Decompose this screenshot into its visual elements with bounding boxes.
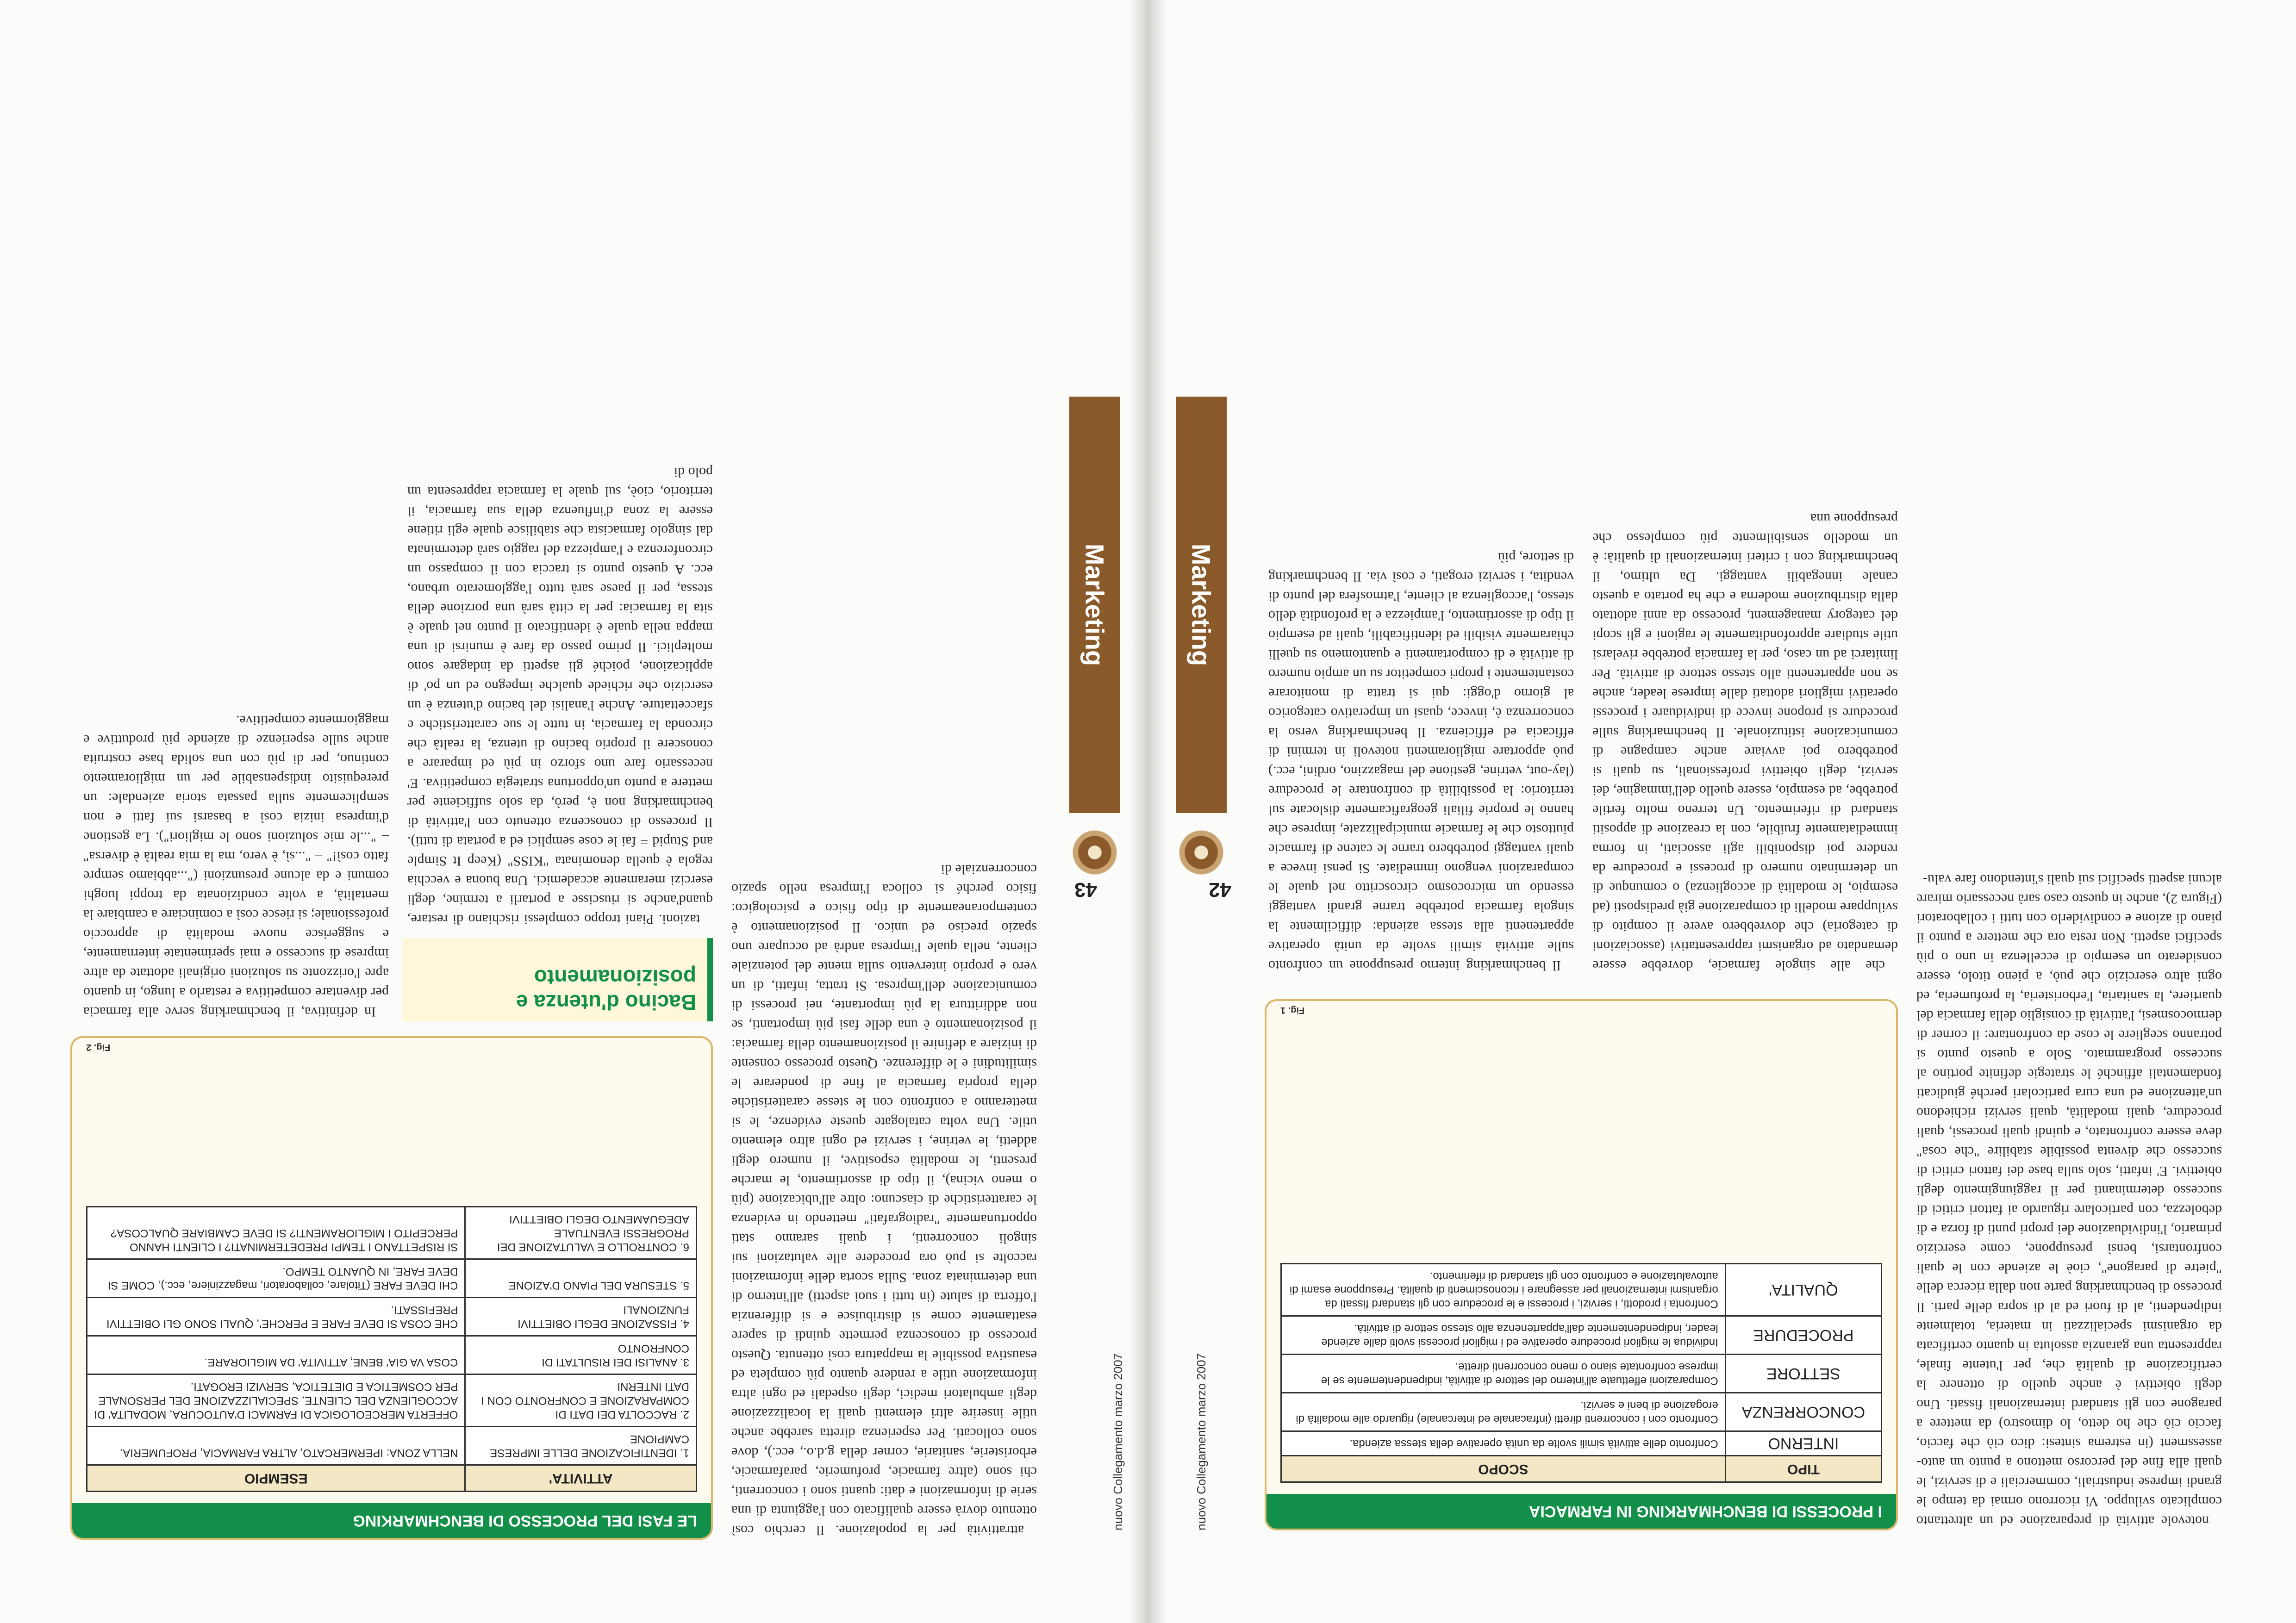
table-header: SCOPO (1281, 1456, 1726, 1482)
table-row (87, 1374, 697, 1427)
table-cell: OFFERTA MERCEOLOGICA DI FARMACI D'AUTOCURA, MODALITA' DI ACCOGLIENZA DEL CLIENTE, SPECIALIZZAZIONE DEL PERSONALE PER COSMETICA E DIETETICA, SERVIZI EROGATI. (87, 1374, 465, 1427)
page-number: 42 (1209, 878, 1231, 901)
section-label: Marketing (1186, 543, 1216, 666)
text-column-b (407, 59, 713, 929)
table-row (1281, 1316, 1882, 1355)
running-head: nuovo Collegamento marzo 2007 (1194, 1353, 1208, 1530)
table-row (87, 1427, 697, 1465)
body-text: che alle singole farmacie, dovrebbe essere demandato ad organismi rappresentativi (associazioni di categoria) che dovrebbero avere il compito di sviluppare modelli di comparazione già predisposti (ad esempio, le modalità di accoglienza) o comunque di un determinato numero di processi e procedure da rendere poi disponibili agli associati, in forma immediatamente fruibile, con la creazione di appositi standard di riferimento. Un terreno molto fertile potrebbe, ad esempio, essere quello dell'immagine, dei servizi, degli obiettivi professionali, su quali si potrebbero poi avviare anche campagne di comunicazione istituzionale. Il benchmarking sulle procedure si propone invece di individuare i processi operativi migliori adottati dalle imprese leader, anche se non appartenenti allo stesso settore di attività. Per limitarci ad un caso, per la farmacia potrebbe rivelarsi utile studiare approfonditamente le ragioni e gli scopi del category management, processo da anni adottato dalla distribuzione moderna e che ha portato a questo canale innegabili vantaggi. Da ultimo, il benchmarking con i criteri internazionali di qualità: è un modello sensibilmente più complesso che presuppone una (1592, 511, 1898, 973)
table-header: ATTIVITA' (465, 1465, 697, 1492)
table-cell: Comparazioni effettuate all'interno del settore di attività, indipendentemente se le imprese confrontate siano o meno concorrenti dirette. (1281, 1355, 1726, 1393)
table-cell: Confronto con i concorrenti diretti (infracanale ed intercanale) riguardo alle modalità di erogazione di beni e servizi. (1281, 1393, 1726, 1431)
gear-icon (1069, 827, 1120, 878)
table-cell: 3. ANALISI DEI RISULTATI DI CONFRONTO (465, 1336, 697, 1374)
figure-table (1280, 1263, 1882, 1483)
table-cell: CHE COSA SI DEVE FARE E PERCHE', QUALI SONO GLI OBIETTIVI PREFISSATI. (87, 1298, 465, 1336)
table-cell: SI RISPETTANO I TEMPI PREDETERMINATI? I CLIENTI HANNO PERCEPITO I MIGLIORAMENTI? SI DEVE CAMBIARE QUALCOSA? (87, 1207, 465, 1259)
text-column-c (83, 96, 389, 1021)
table-row (1281, 1431, 1882, 1456)
running-head: nuovo Collegamento marzo 2007 (1111, 1353, 1125, 1530)
table-row (87, 1298, 697, 1336)
section-tab-marketing (1176, 397, 1227, 813)
table-cell: INTERNO (1725, 1431, 1881, 1456)
figure-label: Fig. 2 (86, 1042, 111, 1052)
section-label: Marketing (1080, 543, 1110, 666)
text-column-a (731, 59, 1037, 1540)
body-text: Il benchmarking interno presuppone un confronto sulle attività simili svolte da unità operative appartenenti alla stessa azienda: difficilmente la singola farmacia potrebbe trarne grandi vantaggi essendo un microcosmo circoscritto nel quale le comparazioni vengono immediate. Si pensi invece a quali vantaggi potrebbero trarne le catene di farmacie piuttosto che le farmacie municipalizzate, imprese che hanno le proprie filiali geograficamente dislocate sul territorio: la possibilità di confrontare le procedure (lay-out, vetrine, gestione del magazzino, ordini, ecc.) può apportare miglioramenti notevoli in termini di efficacia ed efficienza. Il benchmarking verso la concorrenza è, invece, quasi un imperativo categorico al giorno d'oggi: qui si tratta di monitorare costantemente i propri competitor su un ampio numero di attività e di comportamenti e quantomeno su quelli chiaramente visibili ed identificabili, quali ad esempio il tipo di assortimento, l'ampiezza e la profondità dello stesso, l'accoglienza al cliente, l'atmosfera del punto di vendita, i servizi erogati, e così via. Il benchmarking di settore, più (1268, 550, 1574, 973)
page-gutter (1129, 0, 1167, 1623)
section-tab-marketing (1069, 397, 1120, 813)
table-cell: PROCEDURE (1725, 1316, 1881, 1355)
page-number: 43 (1074, 878, 1097, 901)
body-text: attrattività per la popolazione. Il cerchio così ottenuto dovrà essere qualificato con l'aggiunta di una serie di informazioni e dati: quanti sono i concorrenti, chi sono (altre farmacie, profumerie, parafarmacie, erboristerie, sanitarie, corner della g.d.o., ecc.), dove sono collocati. Per esperienza diretta sarebbe anche utile inserire altri elementi quali la localizzazione degli ambulatori medici, degli ospedali ed ogni altra informazione utile a rendere quanto più completa ed esaustiva possibile la mappatura così ottenuta. Questo processo di conoscenza permette quindi di sapere esattamente come si distribuisce e si differenzia l'offerta di salute (in tutti i suoi aspetti) all'interno di una determinata zona. Sulla scorta delle informazioni raccolte si può ora procedere alle valutazioni sui singoli concorrenti, i quali saranno stati opportunamente "radiografati" mettendo in evidenza le caratteristiche di ciascuno: oltre all'ubicazione (più o meno vicina), il tipo di assortimento, le marche presenti, le modalità espositive, il numero degli addetti, le vetrine, i servizi ed ogni altro elemento utile. Una volta catalogate queste evidenze, le si metteranno a confronto con le stesse caratteristiche della propria farmacia al fine di ponderare le similitudini e le differenze. Questo processo consente di iniziare a definire il posizionamento della farmacia: il posizionamento è una delle fasi più importanti, se non addirittura la più importante, nei processi di comunicazione dell'impresa. Si tratta, infatti, di un vero e proprio intervento sulla mente del potenziale cliente, nella quale l'impresa andrà ad occupare uno spazio preciso ed unico. Il posizionamento è contemporaneamente di tipo fisico e psicologico: fisico perché si colloca l'impresa nello spazio concorrenziale di (731, 862, 1037, 1538)
table-header: ESEMPIO (87, 1465, 465, 1492)
body-text: notevole attività di preparazione ed un altrettanto complicato sviluppo. Vi ricorrono ormai da tempo le grandi imprese industriali, commerciali e di servizi, le quali alla fine del percorso mettono a punto un auto-assessment (in estrema sintesi: dico ciò che faccio, faccio ciò che ho detto, lo dimostro) da mettere a paragone con gli standard internazionali fissati. Uno degli obiettivi è anche quello di ottenere la certificazione di qualità che, per l'utente finale, rappresenta una garanzia assoluta in quanto certificata da organismi specializzati in materia, totalmente indipendenti, al di fuori ed al di sopra delle parti. Il processo di benchmarking parte non dalla ricerca delle "pietre di paragone", cioè le aziende con le quali confrontarsi, bensì presuppone, come esercizio primario, l'individuazione dei propri punti di forza e di debolezza, con particolare riguardo ai fattori critici di successo determinanti per il raggiungimento degli obiettivi. E' infatti, solo sulla base dei fattori critici di successo che diventa possibile stabilire "che cosa" deve essere confrontato, e quindi quali processi, quali procedure, quali modalità, quali servizi richiedono un'attenzione ed una cura particolari perché giudicati fondamentali affinché le strategie definite portino al successo programmato. Solo a questo punto si potranno scegliere le cose da confrontare: il corner di dermocosmesi, l'attività di consiglio della farmacia del quartiere, la sanitaria, l'erboristeria, la profumeria, ed ogni altro esercizio che può, a pieno titolo, essere considerato un esempio di eccellenza in uno o più specifici aspetti. Non resta ora che mettere a punto il piano di azione e condividerlo con tutti i collaboratori (Figura 2), anche in questo caso sarà necessario mirare alcuni aspetti specifici sui quali s'intendono fare valu- (1916, 872, 2222, 1529)
body-text: In definitiva, il benchmarking serve alla farmacia per diventare competitiva e restarlo a lungo, in quanto apre l'orizzonte su soluzioni originali adottate da altre imprese di successo e mai sperimentate internamente, e suggerisce nuove modalità di approccio professionale; si riesce così a cominciare a cambiare la mentalità, a volte condizionata da troppi luoghi comuni e da alcune presunzioni ("...abbiamo sempre fatto così!" – "...sì, è vero, ma la mia realtà è diversa" – "...le mie soluzioni sono le migliori"). La gestione d'impresa inizia così a basarsi sui fatti e non semplicemente sulla passata storia aziendale: un prerequisito indispensabile per un miglioramento continuo, per di più con una solida base costruita anche sulle esperienze di aziende più produttive e maggiormente competitive. (83, 713, 389, 1020)
figure-1 (1265, 999, 1898, 1530)
table-cell: COSA VA GIA' BENE, ATTIVITA' DA MIGLIORARE. (87, 1336, 465, 1374)
figure-label: Fig. 1 (1280, 1005, 1305, 1015)
table-row (1281, 1393, 1882, 1431)
page-42 (1167, 0, 2296, 1623)
table-row (1281, 1355, 1882, 1393)
table-cell: CONCORRENZA (1725, 1393, 1881, 1431)
figure-table (86, 1206, 697, 1492)
subheading: Bacino d'utenza e posizionamento (516, 965, 696, 1014)
table-row (87, 1336, 697, 1374)
page-43 (0, 0, 1129, 1623)
table-header-row (1281, 1456, 1882, 1482)
table-cell: Confronto delle attività simili svolte da unità operative della stessa azienda. (1281, 1431, 1726, 1456)
text-column-a (1916, 73, 2222, 1530)
table-cell: 1. IDENTIFICAZIONE DELLE IMPRESE CAMPIONE (465, 1427, 697, 1465)
table-cell: 2. RACCOLTA DEI DATI DI COMPARAZIONE E CONFRONTO CON I DATI INTERNI (465, 1374, 697, 1427)
figure-2 (70, 1036, 713, 1540)
table-row (1281, 1264, 1882, 1316)
table-header: TIPO (1725, 1456, 1881, 1482)
gear-icon (1176, 827, 1227, 878)
figure-title: LE FASI DEL PROCESSO DI BENCHMARKING (72, 1503, 711, 1538)
table-cell: NELLA ZONA: IPERMERCATO, ALTRA FARMACIA, PROFUMERIA. (87, 1427, 465, 1465)
table-cell: 5. STESURA DEL PIANO D'AZIONE (465, 1259, 697, 1298)
table-cell: Confronta i prodotti, i servizi, i processi e le procedure con gli standard fissati da organismi internazionali per assegnare i riconoscimenti di qualità. Presuppone esami di autovalutazione e confronto con gli standard di riferimento. (1281, 1264, 1726, 1316)
table-cell: 6. CONTROLLO E VALUTAZIONE DEI PROGRESSI EVENTUALE ADEGUAMENTO DEGLI OBIETTIVI (465, 1207, 697, 1259)
subheading-box (402, 938, 713, 1021)
figure-title: I PROCESSI DI BENCHMARKING IN FARMACIA (1267, 1494, 1896, 1529)
table-cell: Individua le migliori procedure operative ed i migliori processi svolti dalle aziende leader, indipendentemente dall'appartenenza allo stesso settore di attività. (1281, 1316, 1726, 1355)
table-row (87, 1259, 697, 1298)
text-column-b (1592, 73, 1898, 975)
table-row (87, 1207, 697, 1259)
table-cell: QUALITA' (1725, 1264, 1881, 1316)
table-cell: SETTORE (1725, 1355, 1881, 1393)
table-header-row (87, 1465, 697, 1492)
table-cell: 4. FISSAZIONE DEGLI OBIETTIVI FUNZIONALI (465, 1298, 697, 1336)
text-column-c (1268, 73, 1574, 975)
table-cell: CHI DEVE FARE (Titolare, collaboratori, magazziniere, ecc.), COME SI DEVE FARE, IN QUANTO TEMPO. (87, 1259, 465, 1298)
body-text: tazioni. Piani troppo complessi rischiano di restare, quand'anche si riuscisse a portarli a termine, degli esercizi meramente accademici. Una buona e vecchia regola è quella denominata "KISS" (Keep It Simple and Stupid = fai le cose semplici ed a portata di tutti). Il processo di conoscenza ottenuto con l'attività di benchmarking non è, però, da solo sufficiente per mettere a punto un'opportuna strategia competitiva. E' necessario fare uno sforzo in più ed imparare a conoscere il proprio bacino di utenza, la realtà che circonda la farmacia, in tutte le sue caratteristiche e sfaccettature. Anche l'analisi del bacino d'utenza è un esercizio che richiede qualche impegno ed un po' di applicazione, poiché gli aspetti da indagare sono molteplici. Il primo passo da fare è munirsi di una mappa nella quale è identificato il punto nel quale è sita la farmacia: per la città sarà una porzione della stessa, per il paese sarà tutto l'agglomerato urbano, ecc. A questo punto si traccia con il compasso un circonferenza e l'ampiezza del raggio sarà determinata dal singolo farmacista che stabilisce quale egli ritiene essere la zona d'influenza della sua farmacia, il territorio, cioè, sul quale la farmacia rappresenta un polo di (407, 465, 713, 927)
